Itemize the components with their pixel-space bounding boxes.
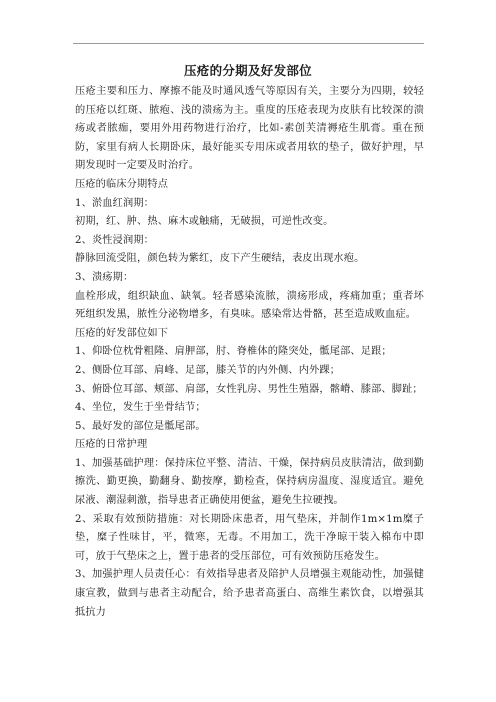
stage-3-title: 3、溃疡期：	[75, 271, 134, 283]
care-item-1: 1、加强基础护理：保持床位平整、清洁、干燥，保持病员皮肤清洁，做到勤擦洗、勤更换，勤翻身、勤按摩，勤检查，保持病房温度、湿度适宜。避免尿液、潮湿刺激，指导患者正确使用便盆，避免生拉硬拽。	[75, 457, 424, 507]
intro-paragraph: 压疮主要和压力、摩擦不能及时通风透气等原因有关，主要分为四期，较轻的压疮以红斑、脓疱、浅的溃疡为主。重度的压疮表现为皮肤有比较深的溃疡或者脓痂，要用外用药物进行治疗，比如-素创芙清褥疮生肌膏。重在预防，家里有病人长期卧床，最好能买专用床或者用软的垫子，做好护理，早期发现时一定要及时治疗。	[75, 86, 424, 172]
stage-1-text: 初期，红、肿、热、麻木或触痛，无破损，可逆性改变。	[75, 216, 334, 228]
site-item-1: 1、仰卧位枕骨粗隆、肩胛部，肘、脊椎体的隆突处，骶尾部、足跟；	[75, 346, 392, 358]
site-item-5: 5、最好发的部位是骶尾部。	[75, 420, 206, 432]
stage-2-text: 静脉回流受阻，颜色转为紫红，皮下产生硬结，表皮出现水疱。	[75, 253, 365, 265]
clinical-heading: 压疮的临床分期特点	[75, 178, 169, 190]
care-item-3: 3、加强护理人员责任心：有效指导患者及陪护人员增强主观能动性，加强健康宣教，做到与患者主动配合，给予患者高蛋白、高维生素饮食，以增强其抵抗力	[75, 569, 424, 618]
care-item-2: 2、采取有效预防措施：对长期卧床患者，用气垫床，并制作1m×1m糜子垫，糜子性味甘，平，微寒，无毒。不用加工，洗干净晾干装入棉布中即可，放于气垫床之上，置于患者的受压部位，可有效预防压疮发生。	[75, 513, 424, 562]
header-rule	[73, 43, 424, 44]
care-heading: 压疮的日常护理	[75, 439, 148, 451]
stage-2-title: 2、炎性浸润期：	[75, 234, 154, 246]
document-body	[75, 83, 424, 622]
site-item-4: 4、坐位，发生于坐骨结节；	[75, 402, 206, 414]
sites-heading: 压疮的好发部位如下	[75, 327, 169, 339]
site-item-2: 2、侧卧位耳部、肩峰、足部，膝关节的内外侧、内外踝；	[75, 364, 341, 376]
stage-3-text: 血栓形成，组织缺血、缺氧。轻者感染流脓，溃疡形成，疼痛加重；重者坏死组织发黑，脓性分泌物增多，有臭味。感染常达骨骼，甚至造成败血症。	[75, 290, 424, 321]
page-title: 压疮的分期及好发部位	[183, 63, 312, 78]
site-item-3: 3、俯卧位耳部、颊部、肩部，女性乳房、男性生殖器，髂嵴、膝部、脚趾；	[75, 383, 423, 395]
stage-1-title: 1、淤血红润期：	[75, 197, 154, 209]
